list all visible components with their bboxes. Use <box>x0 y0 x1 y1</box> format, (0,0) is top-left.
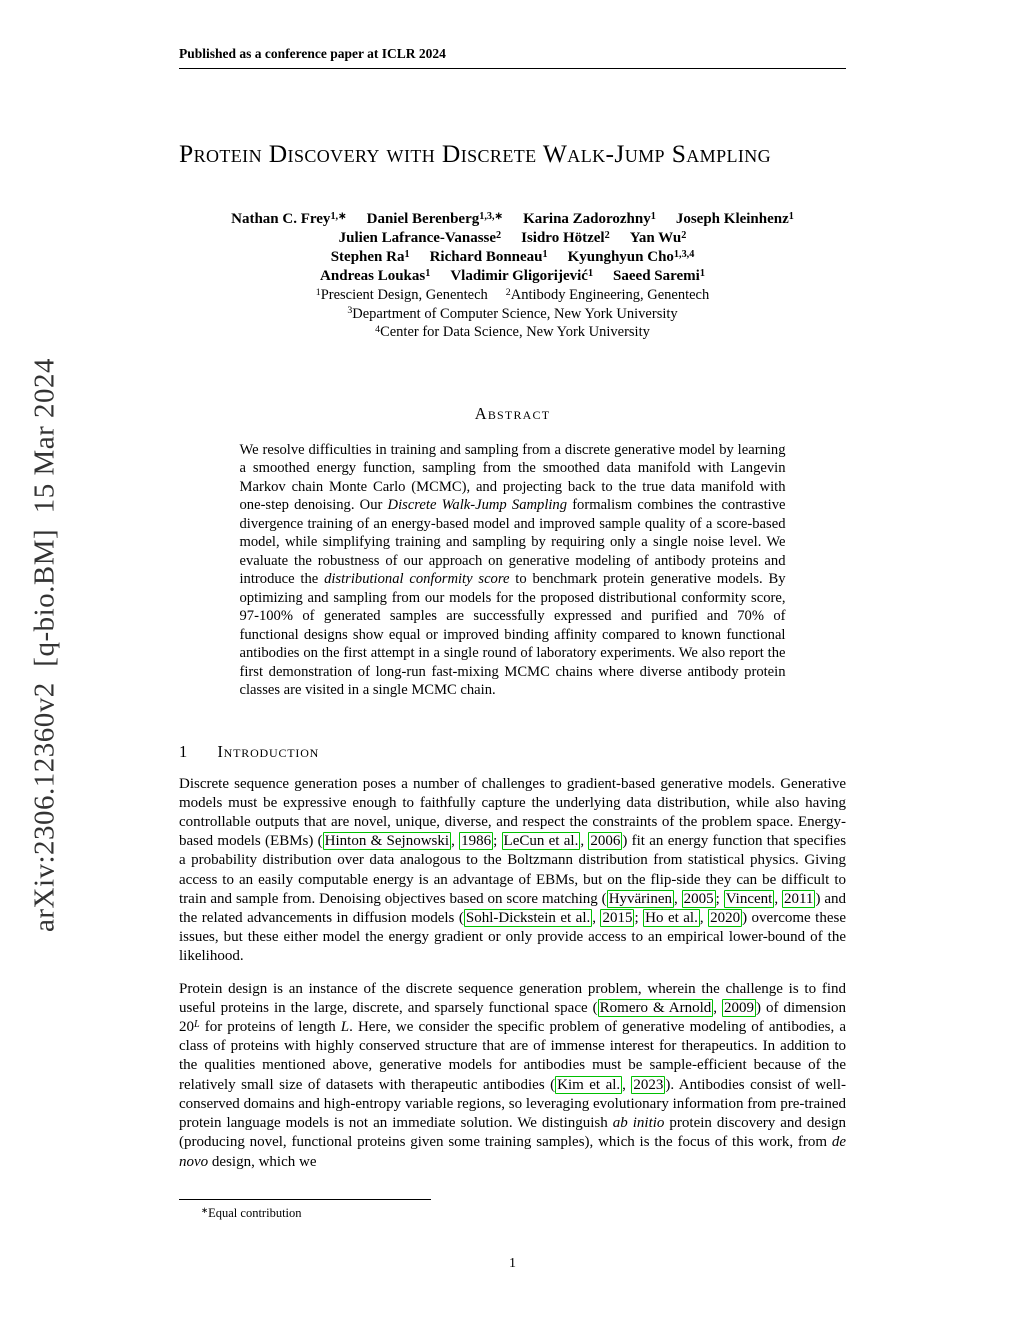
author-affiliation-superscript: 2 <box>681 229 687 241</box>
emphasis-text: Discrete Walk-Jump Sampling <box>387 497 568 514</box>
emphasis-text: L <box>340 1019 350 1036</box>
author-line <box>179 210 846 229</box>
author-name: Vladimir Gligorijević$^1$ <box>450 267 594 285</box>
author-name: Isidro Hötzel$^2$ <box>521 229 610 247</box>
citation-link[interactable]: Hyvärinen <box>608 890 672 907</box>
author-block <box>179 210 846 286</box>
author-affiliation-superscript: 2 <box>604 229 610 241</box>
author-name: Richard Bonneau$^1$ <box>429 248 548 266</box>
affiliation: $^3$Department of Computer Science, New York University <box>347 305 678 322</box>
author-affiliation-superscript: 1 <box>542 248 548 260</box>
abstract-heading: Abstract <box>474 403 551 423</box>
author-affiliation-superscript: 1 <box>425 267 431 279</box>
author-affiliation-superscript: 1 <box>699 267 705 279</box>
citation-link[interactable]: 2020 <box>710 910 741 927</box>
section-number: 1 <box>179 741 188 761</box>
footnote-label: Equal contribution <box>208 1206 302 1220</box>
author-line <box>179 267 846 286</box>
author-affiliation-superscript: 1 <box>788 210 794 222</box>
affiliation: $^1$Prescient Design, Genentech <box>315 286 488 304</box>
author-affiliation-superscript: 1,3,∗ <box>479 210 504 222</box>
footnote <box>179 1199 846 1221</box>
citation-link[interactable]: 2023 <box>633 1076 664 1093</box>
superscript: L <box>194 1018 200 1030</box>
citation-link[interactable]: 2015 <box>602 910 633 927</box>
citation-link[interactable]: 2009 <box>724 999 755 1016</box>
affiliation-superscript: 1 <box>315 286 321 298</box>
author-name: Andreas Loukas$^1$ <box>320 267 431 285</box>
section-1-heading <box>179 742 846 762</box>
affiliation-line <box>179 286 846 305</box>
affiliation-superscript: 4 <box>375 323 381 335</box>
affiliation: $^2$Antibody Engineering, Genentech <box>505 286 710 304</box>
citation-link[interactable]: Kim et al. <box>557 1076 621 1093</box>
author-affiliation-superscript: 1 <box>587 267 594 279</box>
author-name: Joseph Kleinhenz$^1$ <box>675 210 794 228</box>
affiliation-superscript: 3 <box>347 305 353 317</box>
citation-link[interactable]: LeCun et al. <box>503 833 579 850</box>
author-name: Karina Zadorozhny$^1$ <box>523 210 656 228</box>
arxiv-watermark: arXiv:2306.12360v2 [q-bio.BM] 15 Mar 2024 <box>28 357 61 933</box>
content-column <box>179 46 846 1172</box>
author-affiliation-superscript: 1,3,4 <box>673 248 695 260</box>
author-name: Kyunghyun Cho$^{1,3,4}$ <box>567 248 695 266</box>
intro-paragraph-1: Discrete sequence generation poses a number of challenges to gradient-based generative models. Generative models must be expressive enough to faithfully capture the underlying data distribution, while also having controllable outputs that are novel, unique, diverse, and respect the constraints of the problem space. Energy-based models (EBMs) ( Hinton & Sejnowski , 1986 ; LeCun et al. , 2006 ) fit an energy function that specifies a probability distribution over data analogous to the Boltzmann distribution from statistical physics. Giving access to an easily computable energy is an advantage of EBMs, but on the flip-side they can be difficult to train and sample from. Denoising objectives based on score matching ( Hyvärinen , 2005 ; Vincent , 2011 ) and the related advancements in diffusion models ( Sohl-Dickstein et al. , 2015 ; Ho et al. , 2020 ) overcome these issues, but these either model the energy gradient or only provide access to an empirical lower-bound of the likelihood. <box>179 775 847 965</box>
citation-link[interactable]: Sohl-Dickstein et al. <box>465 910 591 927</box>
affiliation-line <box>179 305 846 324</box>
footnote-text <box>179 1206 846 1221</box>
page-number: 1 <box>509 1256 516 1271</box>
emphasis-text: distributional conformity score <box>324 571 510 588</box>
author-name: Stephen Ra$^1$ <box>330 248 410 266</box>
footnote-marker: ∗ <box>201 1205 209 1216</box>
author-name: Saeed Saremi$^1$ <box>613 267 705 285</box>
author-affiliation-superscript: 1 <box>650 210 656 222</box>
affiliation-superscript: 2 <box>505 286 511 298</box>
affiliation-line <box>179 323 846 342</box>
author-name: Julien Lafrance-Vanasse$^2$ <box>338 229 502 247</box>
author-name: Yan Wu$^2$ <box>629 229 687 247</box>
citation-link[interactable]: Hinton & Sejnowski <box>324 833 450 850</box>
citation-link[interactable]: 2011 <box>783 890 814 907</box>
author-name: Nathan C. Frey$^{1,∗}$ <box>231 210 347 228</box>
author-affiliation-superscript: 2 <box>496 229 502 241</box>
section-title: Introduction <box>217 741 320 761</box>
citation-link[interactable]: 1986 <box>461 833 492 850</box>
author-line <box>179 229 846 248</box>
affiliation: $^4$Center for Data Science, New York University <box>375 323 650 341</box>
emphasis-text: de novo <box>179 1134 846 1170</box>
citation-link[interactable]: Romero & Arnold <box>599 999 712 1016</box>
paper-title: Protein Discovery with Discrete Walk-Jump Sampling <box>179 139 772 168</box>
running-header: Published as a conference paper at ICLR 2024 <box>179 46 846 69</box>
abstract-body: We resolve difficulties in training and sampling from a discrete generative model by learning a smoothed energy function, sampling from the smoothed data manifold with Langevin Markov chain Monte Carlo (MCMC), and projecting back to the true data manifold with one-step denoising. Our Discrete Walk-Jump Sampling formalism combines the contrastive divergence training of an energy-based model and improved sample quality of a score-based model, while simplifying training and sampling by requiring only a single noise level. We evaluate the robustness of our approach on generative modeling of antibody proteins and introduce the distributional conformity score to benchmark protein generative models. By optimizing and sampling from our models for the proposed distributional conformity score, 97-100% of generated samples are successfully expressed and purified and 70% of functional designs show equal or improved binding affinity compared to known functional antibodies on the first attempt in a single round of laboratory experiments. We also report the first demonstration of long-run fast-mixing MCMC chains where diverse antibody protein classes are visited in a single MCMC chain. <box>239 441 786 699</box>
author-affiliation-superscript: 1 <box>404 248 410 260</box>
footnote-rule <box>179 1199 431 1200</box>
citation-link[interactable]: 2005 <box>683 890 714 907</box>
emphasis-text: ab initio <box>612 1115 665 1132</box>
citation-link[interactable]: 2006 <box>590 833 621 850</box>
intro-paragraph-2: Protein design is an instance of the discrete sequence generation problem, wherein the challenge is to find useful proteins in the large, discrete, and sparsely functional space ( Romero & Arnold , 2009 ) of dimension $20^L$ for proteins of length L. Here, we consider the specific problem of generative modeling of antibodies, a class of proteins with highly conserved structure that are of immense interest for therapeutics. In addition to the qualities mentioned above, generative models for antibodies must be sample-efficient because of the relatively small size of datasets with therapeutic antibodies ( Kim et al. , 2023 ). Antibodies consist of well-conserved domains and high-entropy variable regions, so leveraging evolutionary information from pre-trained protein language models is not an immediate solution. We distinguish ab initio protein discovery and design (producing novel, functional proteins given some training samples), which is the focus of this work, from de novo design, which we <box>179 980 847 1170</box>
citation-link[interactable]: Ho et al. <box>645 910 698 927</box>
author-line <box>179 248 846 267</box>
affiliation-block <box>179 286 846 342</box>
author-name: Daniel Berenberg$^{1,3,∗}$ <box>366 210 504 228</box>
author-affiliation-superscript: 1,∗ <box>330 210 347 222</box>
citation-link[interactable]: Vincent <box>725 890 773 907</box>
